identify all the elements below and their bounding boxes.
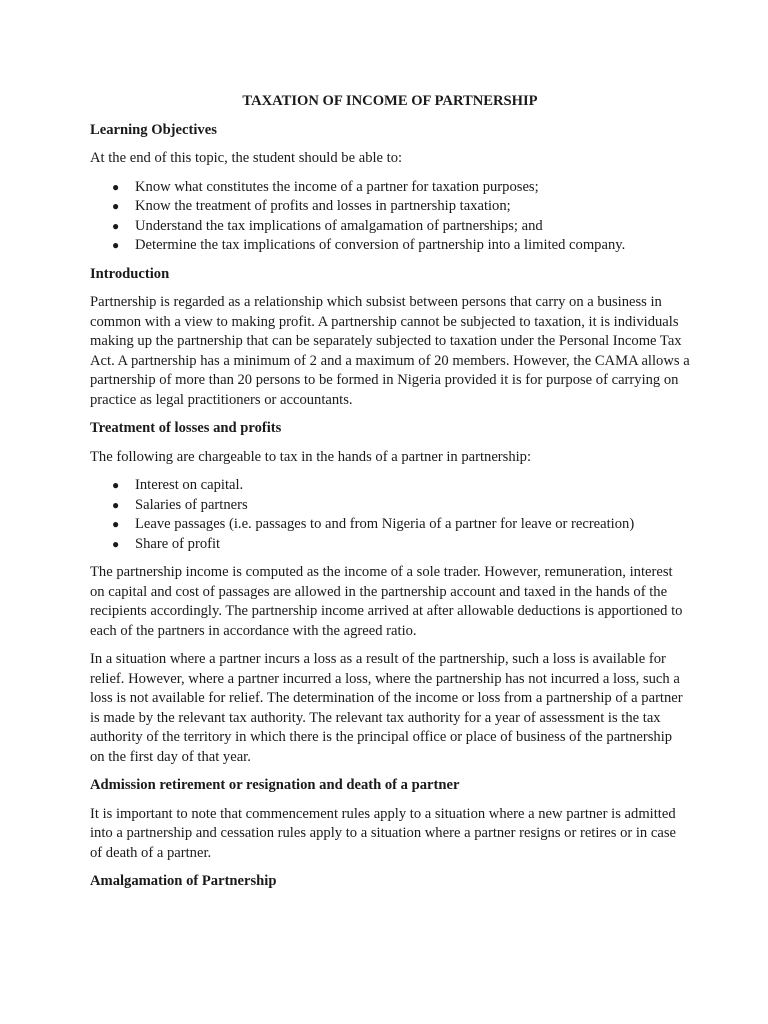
- list-item-text: Know the treatment of profits and losses in partnership taxation;: [135, 198, 511, 214]
- list-item: [90, 217, 690, 237]
- list-item-text: Determine the tax implications of conversion of partnership into a limited company.: [135, 237, 626, 253]
- bullet-icon: ●: [112, 179, 120, 194]
- list-item: [90, 476, 690, 496]
- list-item-text: Interest on capital.: [135, 477, 244, 493]
- bullet-icon: ●: [112, 536, 120, 551]
- bullet-icon: ●: [112, 517, 120, 531]
- treatment-paragraph-loss: In a situation where a partner incurs a loss as a result of the partnership, such a loss is available for relief. However, where a partner incurred a loss, where the partnership has not incurred a loss, such a loss is not available for relief. The determination of the income or loss from a partnership of a partner is made by the relevant tax authority. The relevant tax authority for a year of assessment is the tax authority of the territory in which there is the principal office or place of business of the partnership on the first day of that year.: [90, 651, 683, 765]
- treatment-heading: Treatment of losses and profits: [90, 420, 282, 436]
- treatment-intro: The following are chargeable to tax in the hands of a partner in partnership:: [90, 448, 532, 465]
- learning-objectives-heading: Learning Objectives: [90, 121, 217, 138]
- list-item-text: Understand the tax implications of amalgamation of partnerships; and: [135, 217, 543, 234]
- list-item-text: Leave passages (i.e. passages to and from Nigeria of a partner for leave or recreation): [135, 516, 635, 532]
- list-item-text: Know what constitutes the income of a partner for taxation purposes;: [135, 178, 539, 195]
- bullet-icon: ●: [112, 478, 120, 492]
- admission-paragraph: It is important to note that commencement rules apply to a situation where a new partner is admitted into a partnership and cessation rules apply to a situation where a partner resigns or retires or in case of death of a partner.: [90, 805, 676, 861]
- amalgamation-heading: Amalgamation of Partnership: [90, 873, 277, 889]
- bullet-icon: ●: [112, 218, 120, 233]
- document-title: TAXATION OF INCOME OF PARTNERSHIP: [242, 93, 538, 109]
- introduction-paragraph: Partnership is regarded as a relationship which subsist between persons that carry on a business in common with a view to making profit. A partnership cannot be subjected to taxation, it is individuals making up the partnership that can be separately subjected to taxation under the Personal Income Tax Act. A partnership has a minimum of 2 and a maximum of 20 members. However, the CAMA allows a partnership of more than 20 persons to be formed in Nigeria provided it is for purpose of carrying on practice as legal practitioners or accountants.: [90, 294, 690, 408]
- document-content: [90, 92, 690, 901]
- treatment-paragraph-income: The partnership income is computed as the income of a sole trader. However, remuneration, interest on capital and cost of passages are allowed in the partnership account and taxed in the hands of the recipients accordingly. The partnership income arrived at after allowable deductions is apportioned to each of the partners in accordance with the agreed ratio.: [90, 564, 683, 639]
- learning-objectives-intro: At the end of this topic, the student should be able to:: [90, 150, 403, 166]
- list-item: [90, 496, 690, 516]
- bullet-icon: ●: [112, 497, 120, 512]
- list-item: [90, 515, 690, 535]
- list-item-text: Salaries of partners: [135, 496, 248, 513]
- chargeable-items-list: [90, 476, 690, 554]
- list-item: [90, 236, 690, 256]
- list-item-text: Share of profit: [135, 535, 221, 552]
- bullet-icon: ●: [112, 199, 120, 213]
- admission-heading: Admission retirement or resignation and death of a partner: [90, 777, 460, 793]
- learning-objectives-list: [90, 178, 690, 256]
- list-item: [90, 535, 690, 555]
- list-item: [90, 197, 690, 217]
- introduction-heading: Introduction: [90, 265, 170, 282]
- bullet-icon: ●: [112, 238, 120, 252]
- list-item: [90, 178, 690, 198]
